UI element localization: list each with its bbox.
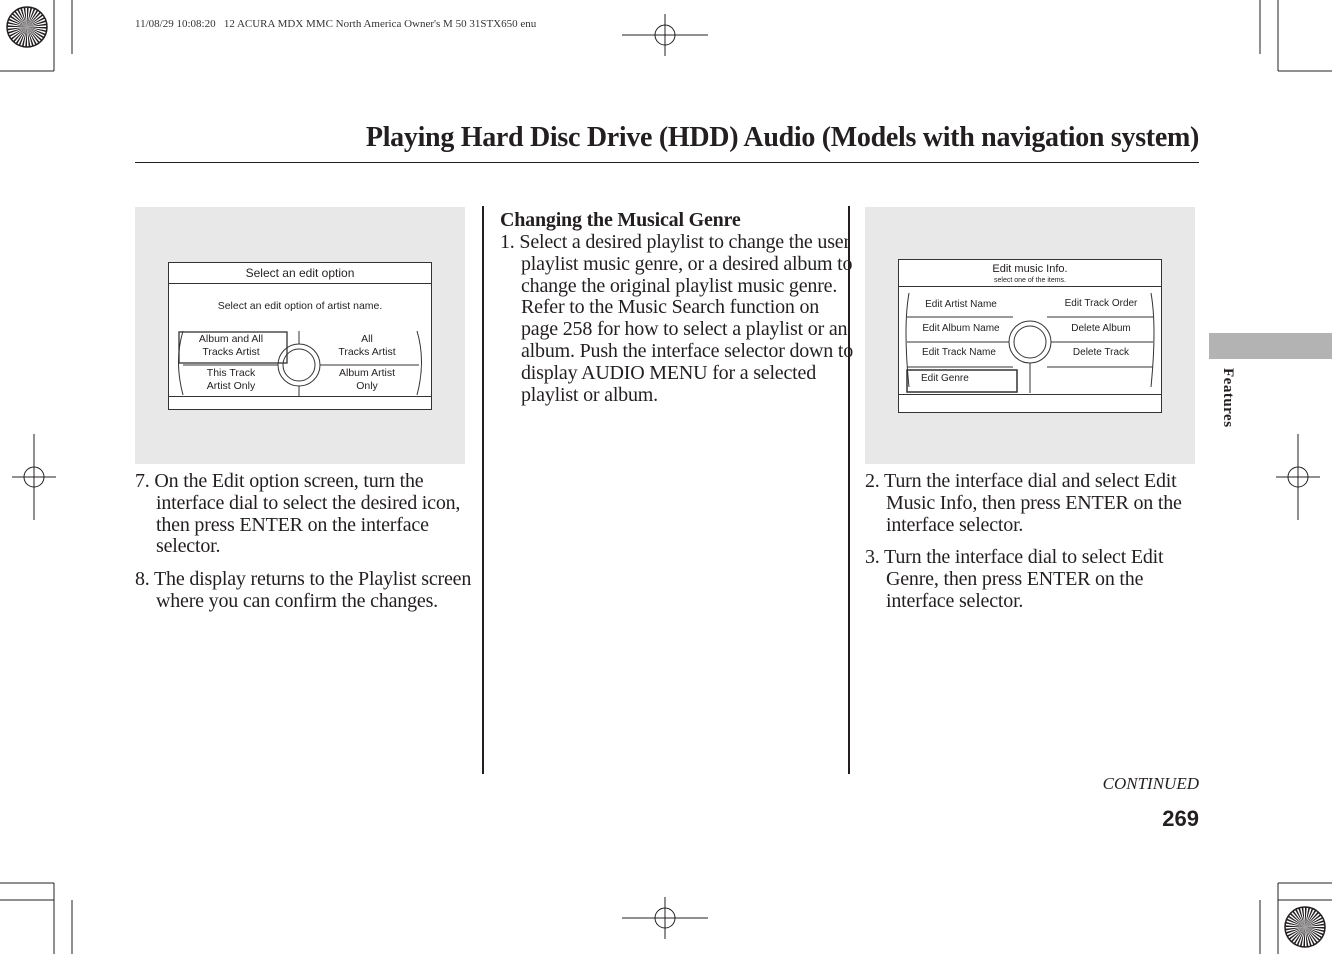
step-2: 2. Turn the interface dial and select Edit Music Info, then press ENTER on the interface selector. — [865, 470, 1182, 536]
menu-edit-artist-name[interactable]: Edit Artist Name — [925, 299, 997, 310]
screen-prompt: Select an edit option of artist name. — [217, 300, 383, 312]
option-line-2: Tracks Artist — [202, 346, 260, 358]
option-this-track-artist-only[interactable] — [183, 367, 279, 393]
edit-music-info-figure — [865, 207, 1195, 464]
menu-edit-genre[interactable]: Edit Genre — [921, 373, 969, 384]
option-album-and-all-tracks-artist[interactable] — [183, 333, 279, 359]
screen-subtitle: select one of the items. — [994, 277, 1066, 284]
page-number: 269 — [1162, 806, 1199, 831]
screen-title: Select an edit option — [245, 266, 355, 280]
step-1: 1. Select a desired playlist to change the user playlist music genre, or a desired album to change the original playlist music genre. Refer to the Music Search function on page 258 for how to select a playlist or an album. Push the interface selector down to display AUDIO MENU for a selected playlist or album. — [500, 231, 854, 406]
step-7: 7. On the Edit option screen, turn the interface dial to select the desired icon, then press ENTER on the interface selector. — [135, 470, 461, 558]
option-line-1: Album Artist — [338, 367, 396, 379]
option-line-2: Tracks Artist — [338, 346, 396, 358]
section-heading: Changing the Musical Genre — [500, 209, 741, 231]
step-3: 3. Turn the interface dial to select Edit Genre, then press ENTER on the interface selector. — [865, 546, 1164, 612]
menu-edit-album-name[interactable]: Edit Album Name — [922, 323, 1000, 334]
option-album-artist-only[interactable] — [319, 367, 415, 393]
option-all-tracks-artist[interactable] — [319, 333, 415, 359]
title-rule — [135, 162, 1199, 163]
option-line-1: This Track — [206, 367, 256, 379]
option-line-2: Artist Only — [206, 380, 256, 392]
print-header: 11/08/29 10:08:20 12 ACURA MDX MMC North America Owner's M 50 31STX650 enu — [135, 18, 537, 30]
edit-music-info-screen — [898, 259, 1162, 413]
option-line-1: Album and All — [198, 333, 264, 345]
continued-label: CONTINUED — [1102, 774, 1199, 793]
menu-delete-album[interactable]: Delete Album — [1071, 323, 1131, 334]
menu-edit-track-name[interactable]: Edit Track Name — [922, 347, 996, 358]
page-title: Playing Hard Disc Drive (HDD) Audio (Models with navigation system) — [365, 122, 1199, 153]
edit-option-screen — [168, 262, 432, 410]
option-line-1: All — [361, 333, 373, 345]
section-side-tab — [1209, 333, 1332, 359]
step-8: 8. The display returns to the Playlist screen where you can confirm the changes. — [135, 568, 472, 612]
menu-edit-track-order[interactable]: Edit Track Order — [1064, 298, 1138, 309]
option-line-2: Only — [356, 380, 378, 392]
section-side-label: Features — [1220, 368, 1236, 428]
screen-title: Edit music Info. — [992, 263, 1068, 275]
edit-option-figure — [135, 207, 465, 464]
menu-delete-track[interactable]: Delete Track — [1072, 347, 1130, 358]
